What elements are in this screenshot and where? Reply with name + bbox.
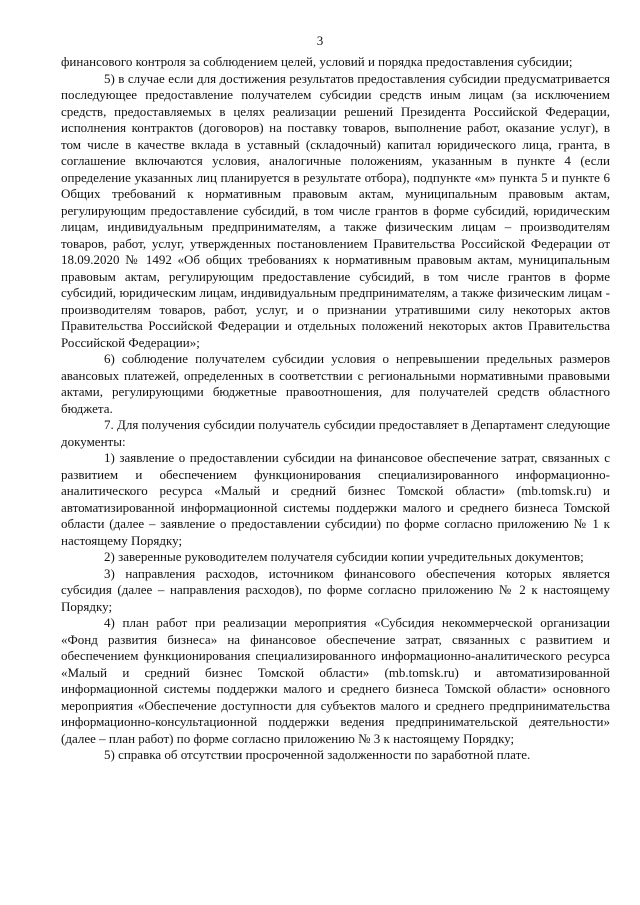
- paragraph-item-5: 5) в случае если для достижения результатов предоставления субсидии предусматривается последующее предоставление получателем субсидии средств иным лицам (за исключением средств, предоставляемых в целях реализации решений Президента Российской Федерации, исполнения контрактов (договоров) на поставку товаров, выполнение работ, оказание услуг), в том числе в качестве вклада в уставный (складочный) капитал юридического лица, гранта, в соглашение включаются условия, аналогичные положениям, указанным в пункте 4 (если определение указанных лиц планируется в результате отбора), подпункте «м» пункта 5 и пункте 6 Общих требований к нормативным правовым актам, муниципальным правовым актам, регулирующим предоставление субсидий, в том числе грантов в форме субсидий, юридическим лицам, индивидуальным предпринимателям, а также физическим лицам – производителям товаров, работ, услуг, утвержденных постановлением Правительства Российской Федерации от 18.09.2020 № 1492 «Об общих требованиях к нормативным правовым актам, муниципальным правовым актам, регулирующим предоставление субсидий, в том числе грантов в форме субсидий, юридическим лицам, индивидуальным предпринимателям, а также физическим лицам - производителям товаров, работ, услуг, и о признании утратившими силу некоторых актов Правительства Российской Федерации и отдельных положений некоторых актов Правительства Российской Федерации»;: [61, 70, 610, 350]
- paragraph-doc-2: 2) заверенные руководителем получателя субсидии копии учредительных документов;: [104, 549, 584, 564]
- paragraph-doc-1: 1) заявление о предоставлении субсидии на финансовое обеспечение затрат, связанных с развитием и обеспечением функционирования специализированного информационно-аналитического ресурса «Малый и средний бизнес Томской области» (mb.tomsk.ru) и автоматизированной информационной системы поддержки малого и среднего бизнеса Томской области (далее – заявление о предоставлении субсидии) по форме согласно приложению № 1 к настоящему Порядку;: [61, 450, 610, 548]
- document-body: [61, 54, 610, 764]
- paragraph-doc-4: 4) план работ при реализации мероприятия «Субсидия некоммерческой организации «Фонд развития бизнеса» на финансовое обеспечение затрат, связанных с развитием и обеспечением функционирования специализированного информационно-аналитического ресурса «Малый и средний бизнес Томской области» (mb.tomsk.ru) и автоматизированной информационной системы поддержки малого и среднего бизнеса Томской области» основного мероприятия «Обеспечение доступности для субъектов малого и среднего предпринимательства информационно-консультационной поддержки ведения предпринимательской деятельности» (далее – план работ) по форме согласно приложению № 3 к настоящему Порядку;: [61, 615, 610, 746]
- page-number: 3: [316, 33, 324, 48]
- paragraph-doc-5: 5) справка об отсутствии просроченной задолженности по заработной плате.: [104, 747, 531, 762]
- paragraph-continuation: финансового контроля за соблюдением целей, условий и порядка предоставления субсидии;: [61, 54, 573, 69]
- paragraph-clause-7: 7. Для получения субсидии получатель субсидии предоставляет в Департамент следующие документы:: [61, 417, 610, 449]
- paragraph-doc-3: 3) направления расходов, источником финансового обеспечения которых является субсидия (далее – направления расходов), по форме согласно приложению № 2 к настоящему Порядку;: [61, 565, 610, 614]
- paragraph-item-6: 6) соблюдение получателем субсидии условия о непревышении предельных размеров авансовых платежей, определенных в соответствии с региональными нормативными правовыми актами, регулирующими бюджетные правоотношения, для получателей средств областного бюджета.: [61, 351, 610, 416]
